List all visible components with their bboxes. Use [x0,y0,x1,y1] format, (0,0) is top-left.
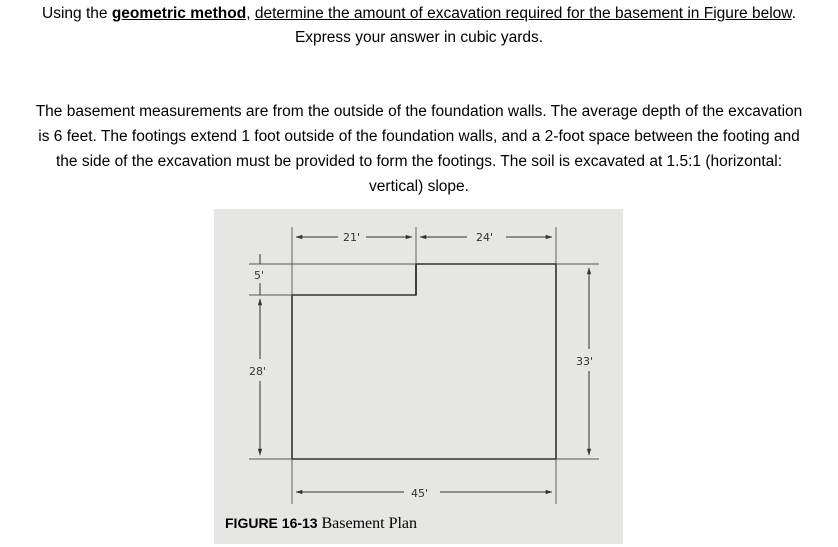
problem-line-1: The basement measurements are from the outside of the foundation walls. The average depth of the excavation [35,103,803,120]
figure-caption [225,515,417,533]
question-line-2: Express your answer in cubic yards. [294,29,544,46]
basement-plan-drawing [214,209,623,544]
dim-label-45: 45' [411,487,429,500]
question-suffix: . [791,5,796,22]
dim-label-21: 21' [343,231,361,244]
question-task: determine the amount of excavation required for the basement in Figure below [254,5,792,22]
question-line-1 [0,4,838,24]
question-method: geometric method [111,5,247,22]
dim-label-28: 28' [249,365,267,378]
caption-title: Basement Plan [321,515,418,532]
problem-line-4: vertical) slope. [369,178,469,195]
problem-line-3: the side of the excavation must be provided to form the footings. The soil is excavated at 1.5:1 (horizontal: [55,153,783,170]
basement-plan-figure [214,209,623,544]
problem-line-2: is 6 feet. The footings extend 1 foot outside of the foundation walls, and a 2-foot space between the footing and [38,128,800,145]
caption-label: FIGURE 16-13 [225,515,318,531]
dim-label-5: 5' [254,269,265,282]
question-middle: , [246,5,255,22]
foundation-outline [292,264,556,459]
question-prefix: Using the [42,5,112,22]
dim-label-33: 33' [576,355,594,368]
dim-label-24: 24' [476,231,494,244]
